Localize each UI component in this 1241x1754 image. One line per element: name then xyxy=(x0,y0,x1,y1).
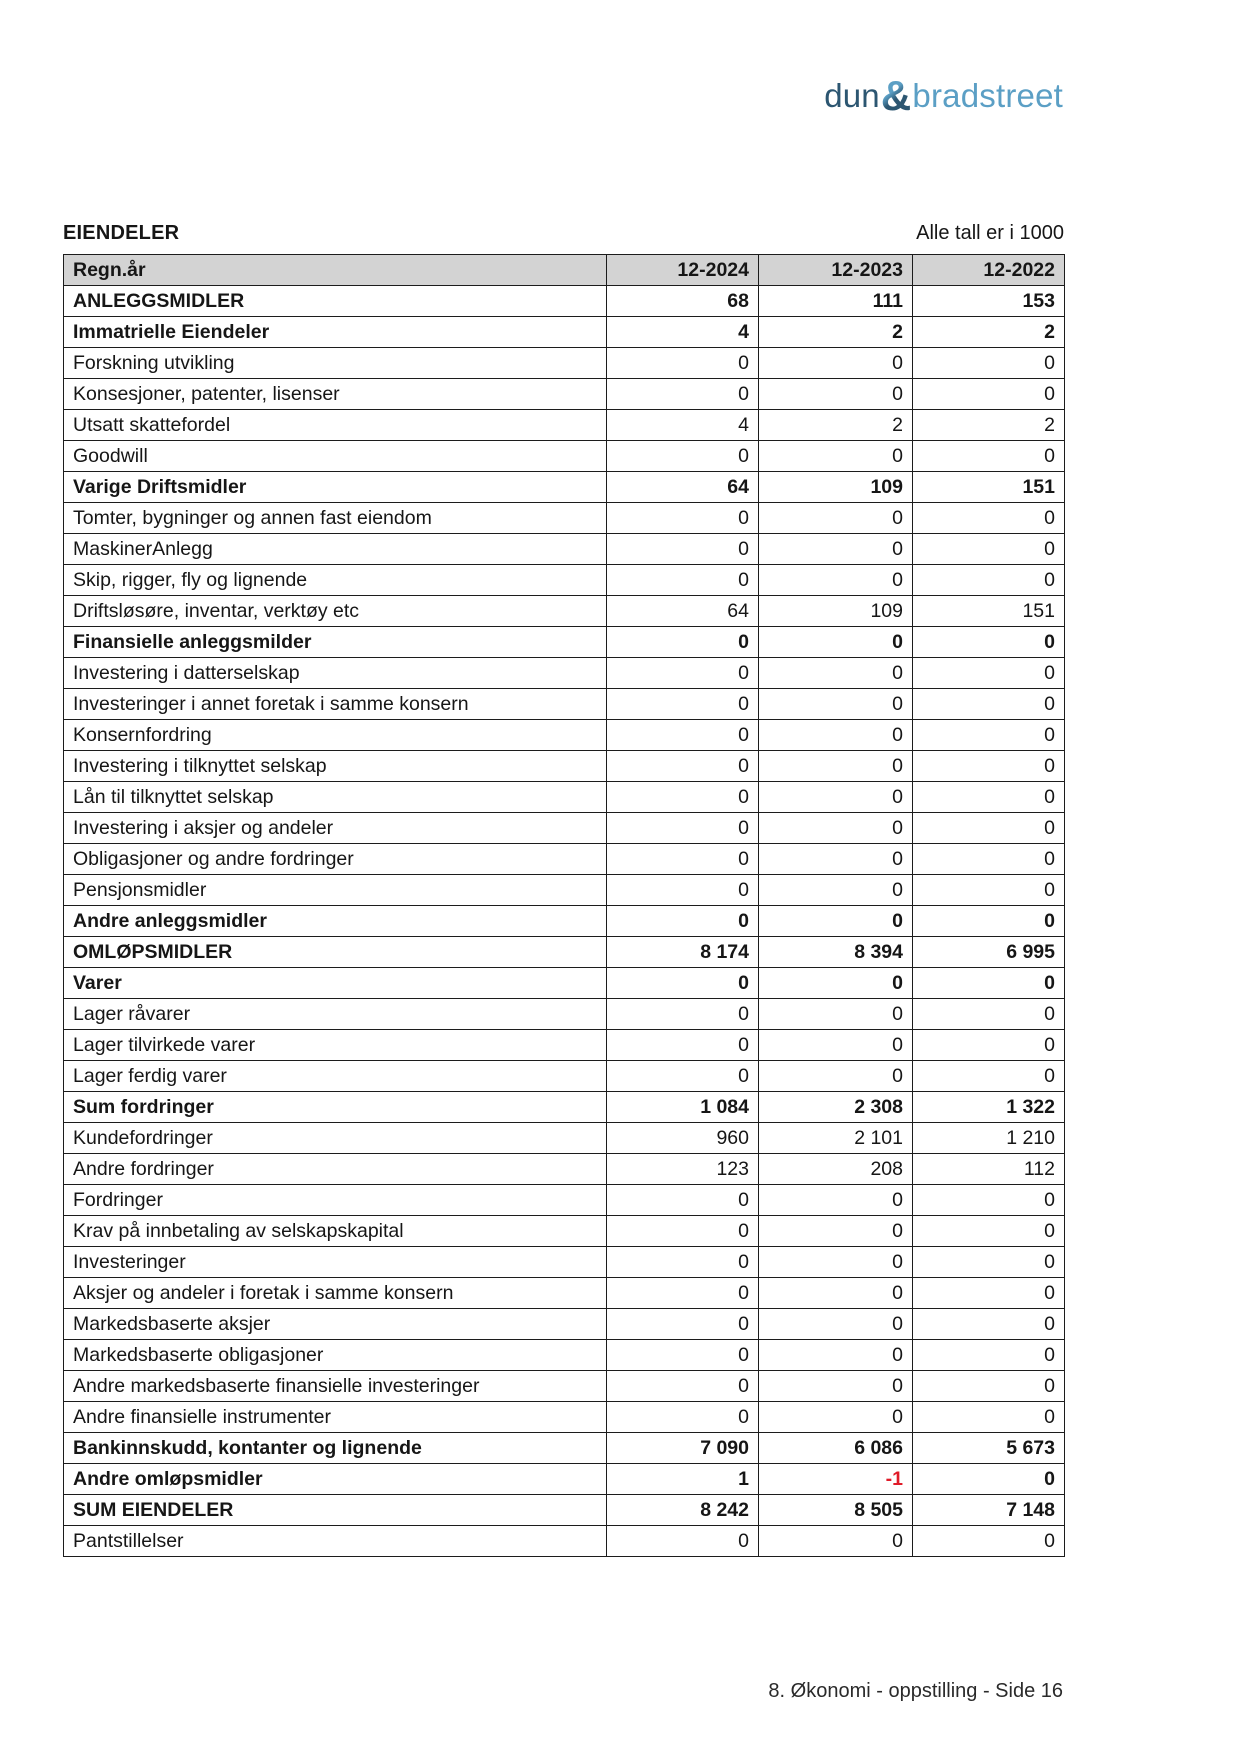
cell-value: 0 xyxy=(759,813,913,844)
cell-value: 0 xyxy=(607,1278,759,1309)
cell-value: 0 xyxy=(607,1402,759,1433)
cell-value: 0 xyxy=(607,1061,759,1092)
cell-value: 0 xyxy=(759,1340,913,1371)
row-label: Konsesjoner, patenter, lisenser xyxy=(64,379,607,410)
cell-value: 0 xyxy=(913,1216,1065,1247)
table-row xyxy=(64,844,1065,875)
cell-value: 0 xyxy=(607,503,759,534)
cell-value: 0 xyxy=(607,627,759,658)
row-label: Bankinnskudd, kontanter og lignende xyxy=(64,1433,607,1464)
table-row xyxy=(64,472,1065,503)
row-label: Lager tilvirkede varer xyxy=(64,1030,607,1061)
cell-value: 0 xyxy=(759,751,913,782)
cell-value: 0 xyxy=(607,348,759,379)
row-label: Aksjer og andeler i foretak i samme konsern xyxy=(64,1278,607,1309)
row-label: Markedsbaserte aksjer xyxy=(64,1309,607,1340)
cell-value: 0 xyxy=(759,379,913,410)
table-row xyxy=(64,379,1065,410)
row-label: Skip, rigger, fly og lignende xyxy=(64,565,607,596)
table-row xyxy=(64,1247,1065,1278)
unit-note: Alle tall er i 1000 xyxy=(916,222,1064,244)
table-row xyxy=(64,875,1065,906)
cell-value: 0 xyxy=(913,968,1065,999)
cell-value: 0 xyxy=(913,875,1065,906)
cell-value: 8 174 xyxy=(607,937,759,968)
cell-value: 64 xyxy=(607,472,759,503)
cell-value: 0 xyxy=(607,968,759,999)
row-label: Pantstillelser xyxy=(64,1526,607,1557)
cell-value: 0 xyxy=(913,689,1065,720)
table-row xyxy=(64,317,1065,348)
row-label: Goodwill xyxy=(64,441,607,472)
cell-value: 0 xyxy=(759,906,913,937)
cell-value: 0 xyxy=(607,534,759,565)
cell-value: 2 xyxy=(759,410,913,441)
row-label: Investeringer xyxy=(64,1247,607,1278)
table-row xyxy=(64,782,1065,813)
cell-value: 151 xyxy=(913,472,1065,503)
cell-value: 0 xyxy=(759,1061,913,1092)
table-row xyxy=(64,441,1065,472)
cell-value: 0 xyxy=(607,999,759,1030)
table-row xyxy=(64,534,1065,565)
cell-value: 0 xyxy=(913,348,1065,379)
cell-value: 7 148 xyxy=(913,1495,1065,1526)
cell-value: 0 xyxy=(913,1030,1065,1061)
row-label: Sum fordringer xyxy=(64,1092,607,1123)
cell-value: 0 xyxy=(913,844,1065,875)
table-row xyxy=(64,410,1065,441)
table-body xyxy=(64,286,1065,1557)
row-label: Tomter, bygninger og annen fast eiendom xyxy=(64,503,607,534)
cell-value: 2 xyxy=(759,317,913,348)
year-column-header: 12-2024 xyxy=(607,255,759,286)
cell-value: 0 xyxy=(759,968,913,999)
table-row xyxy=(64,565,1065,596)
cell-value: 0 xyxy=(607,1309,759,1340)
cell-value: 0 xyxy=(759,875,913,906)
cell-value: 0 xyxy=(913,813,1065,844)
table-row xyxy=(64,937,1065,968)
cell-value: 2 308 xyxy=(759,1092,913,1123)
table-row xyxy=(64,1123,1065,1154)
cell-value: 0 xyxy=(913,1185,1065,1216)
cell-value: 0 xyxy=(607,720,759,751)
cell-value: 0 xyxy=(759,1247,913,1278)
table-row xyxy=(64,720,1065,751)
section-header xyxy=(63,222,1064,245)
row-label: Pensjonsmidler xyxy=(64,875,607,906)
cell-value: 0 xyxy=(913,1371,1065,1402)
row-label: Investering i tilknyttet selskap xyxy=(64,751,607,782)
cell-value: 0 xyxy=(759,1371,913,1402)
cell-value: 0 xyxy=(913,1278,1065,1309)
cell-value: 0 xyxy=(607,875,759,906)
cell-value: 0 xyxy=(759,348,913,379)
table-row xyxy=(64,1371,1065,1402)
cell-value: 0 xyxy=(607,379,759,410)
cell-value: 112 xyxy=(913,1154,1065,1185)
table-row xyxy=(64,1154,1065,1185)
cell-value: 0 xyxy=(913,782,1065,813)
cell-value: 0 xyxy=(759,534,913,565)
cell-value: 0 xyxy=(759,1030,913,1061)
cell-value: 0 xyxy=(913,720,1065,751)
table-row xyxy=(64,1340,1065,1371)
row-label: Immatrielle Eiendeler xyxy=(64,317,607,348)
fiscal-year-header: Regn.år xyxy=(64,255,607,286)
row-label: Investering i aksjer og andeler xyxy=(64,813,607,844)
cell-value: 0 xyxy=(913,906,1065,937)
cell-value: 0 xyxy=(913,1309,1065,1340)
table-row xyxy=(64,596,1065,627)
table-row xyxy=(64,689,1065,720)
cell-value: 2 xyxy=(913,410,1065,441)
cell-value: 5 673 xyxy=(913,1433,1065,1464)
cell-value: 0 xyxy=(913,1061,1065,1092)
cell-value: 0 xyxy=(607,1216,759,1247)
cell-value: 0 xyxy=(759,782,913,813)
row-label: Fordringer xyxy=(64,1185,607,1216)
row-label: Andre fordringer xyxy=(64,1154,607,1185)
row-label: Investering i datterselskap xyxy=(64,658,607,689)
row-label: SUM EIENDELER xyxy=(64,1495,607,1526)
cell-value: 0 xyxy=(607,1340,759,1371)
table-row xyxy=(64,1185,1065,1216)
row-label: Investeringer i annet foretak i samme konsern xyxy=(64,689,607,720)
cell-value: -1 xyxy=(759,1464,913,1495)
cell-value: 64 xyxy=(607,596,759,627)
row-label: Lager ferdig varer xyxy=(64,1061,607,1092)
table-row xyxy=(64,1433,1065,1464)
cell-value: 8 394 xyxy=(759,937,913,968)
cell-value: 6 086 xyxy=(759,1433,913,1464)
cell-value: 0 xyxy=(759,627,913,658)
cell-value: 0 xyxy=(759,1402,913,1433)
cell-value: 0 xyxy=(913,503,1065,534)
cell-value: 0 xyxy=(913,379,1065,410)
cell-value: 0 xyxy=(759,565,913,596)
cell-value: 68 xyxy=(607,286,759,317)
cell-value: 0 xyxy=(759,1185,913,1216)
row-label: Driftsløsøre, inventar, verktøy etc xyxy=(64,596,607,627)
cell-value: 0 xyxy=(759,658,913,689)
row-label: Andre finansielle instrumenter xyxy=(64,1402,607,1433)
header-row xyxy=(64,255,1065,286)
table-head xyxy=(64,255,1065,286)
row-label: Forskning utvikling xyxy=(64,348,607,379)
cell-value: 7 090 xyxy=(607,1433,759,1464)
row-label: Varige Driftsmidler xyxy=(64,472,607,503)
cell-value: 8 505 xyxy=(759,1495,913,1526)
cell-value: 1 210 xyxy=(913,1123,1065,1154)
cell-value: 0 xyxy=(913,999,1065,1030)
balance-sheet-table xyxy=(63,254,1065,1557)
row-label: OMLØPSMIDLER xyxy=(64,937,607,968)
table-row xyxy=(64,813,1065,844)
cell-value: 960 xyxy=(607,1123,759,1154)
row-label: Andre anleggsmidler xyxy=(64,906,607,937)
cell-value: 0 xyxy=(913,751,1065,782)
row-label: Krav på innbetaling av selskapskapital xyxy=(64,1216,607,1247)
row-label: Konsernfordring xyxy=(64,720,607,751)
section-title: EIENDELER xyxy=(63,222,180,244)
dun-bradstreet-logo xyxy=(824,72,1063,119)
table-row xyxy=(64,1309,1065,1340)
cell-value: 0 xyxy=(607,1030,759,1061)
cell-value: 0 xyxy=(607,844,759,875)
year-column-header: 12-2023 xyxy=(759,255,913,286)
table-row xyxy=(64,1495,1065,1526)
cell-value: 0 xyxy=(607,813,759,844)
cell-value: 4 xyxy=(607,317,759,348)
table-row xyxy=(64,1030,1065,1061)
cell-value: 0 xyxy=(607,1185,759,1216)
row-label: Utsatt skattefordel xyxy=(64,410,607,441)
table-row xyxy=(64,1402,1065,1433)
row-label: Obligasjoner og andre fordringer xyxy=(64,844,607,875)
row-label: Lån til tilknyttet selskap xyxy=(64,782,607,813)
cell-value: 2 xyxy=(913,317,1065,348)
page-footer: 8. Økonomi - oppstilling - Side 16 xyxy=(768,1680,1063,1702)
table-row xyxy=(64,999,1065,1030)
table-row xyxy=(64,906,1065,937)
cell-value: 0 xyxy=(913,1402,1065,1433)
cell-value: 0 xyxy=(759,1278,913,1309)
table-row xyxy=(64,1092,1065,1123)
row-label: Andre omløpsmidler xyxy=(64,1464,607,1495)
table-row xyxy=(64,627,1065,658)
cell-value: 6 995 xyxy=(913,937,1065,968)
cell-value: 109 xyxy=(759,596,913,627)
cell-value: 109 xyxy=(759,472,913,503)
row-label: Kundefordringer xyxy=(64,1123,607,1154)
table-row xyxy=(64,1216,1065,1247)
cell-value: 0 xyxy=(759,689,913,720)
table-row xyxy=(64,1464,1065,1495)
cell-value: 0 xyxy=(607,1371,759,1402)
table-row xyxy=(64,348,1065,379)
cell-value: 0 xyxy=(759,441,913,472)
table-row xyxy=(64,503,1065,534)
cell-value: 0 xyxy=(913,658,1065,689)
cell-value: 2 101 xyxy=(759,1123,913,1154)
table-row xyxy=(64,751,1065,782)
cell-value: 8 242 xyxy=(607,1495,759,1526)
table-row xyxy=(64,1526,1065,1557)
cell-value: 0 xyxy=(913,534,1065,565)
cell-value: 0 xyxy=(607,565,759,596)
cell-value: 1 084 xyxy=(607,1092,759,1123)
cell-value: 0 xyxy=(607,782,759,813)
cell-value: 153 xyxy=(913,286,1065,317)
cell-value: 0 xyxy=(607,751,759,782)
cell-value: 123 xyxy=(607,1154,759,1185)
cell-value: 0 xyxy=(759,503,913,534)
cell-value: 0 xyxy=(759,844,913,875)
cell-value: 0 xyxy=(759,1309,913,1340)
row-label: Markedsbaserte obligasjoner xyxy=(64,1340,607,1371)
cell-value: 0 xyxy=(913,1464,1065,1495)
table-row xyxy=(64,286,1065,317)
cell-value: 0 xyxy=(607,658,759,689)
cell-value: 111 xyxy=(759,286,913,317)
cell-value: 0 xyxy=(913,1247,1065,1278)
logo-ampersand-icon: & xyxy=(880,72,912,119)
cell-value: 0 xyxy=(607,1247,759,1278)
cell-value: 0 xyxy=(759,720,913,751)
cell-value: 0 xyxy=(607,1526,759,1557)
row-label: Andre markedsbaserte finansielle investeringer xyxy=(64,1371,607,1402)
row-label: MaskinerAnlegg xyxy=(64,534,607,565)
table-row xyxy=(64,1061,1065,1092)
row-label: ANLEGGSMIDLER xyxy=(64,286,607,317)
cell-value: 0 xyxy=(913,1526,1065,1557)
cell-value: 0 xyxy=(759,1526,913,1557)
cell-value: 0 xyxy=(759,1216,913,1247)
cell-value: 1 xyxy=(607,1464,759,1495)
logo-text-bradstreet: bradstreet xyxy=(912,77,1063,114)
cell-value: 0 xyxy=(607,441,759,472)
year-column-header: 12-2022 xyxy=(913,255,1065,286)
cell-value: 0 xyxy=(913,1340,1065,1371)
cell-value: 4 xyxy=(607,410,759,441)
cell-value: 0 xyxy=(913,627,1065,658)
cell-value: 0 xyxy=(607,906,759,937)
table-row xyxy=(64,968,1065,999)
table-row xyxy=(64,658,1065,689)
cell-value: 0 xyxy=(607,689,759,720)
row-label: Lager råvarer xyxy=(64,999,607,1030)
cell-value: 0 xyxy=(913,565,1065,596)
cell-value: 1 322 xyxy=(913,1092,1065,1123)
row-label: Varer xyxy=(64,968,607,999)
cell-value: 0 xyxy=(759,999,913,1030)
row-label: Finansielle anleggsmilder xyxy=(64,627,607,658)
logo-text-dun: dun xyxy=(824,77,880,114)
table-row xyxy=(64,1278,1065,1309)
cell-value: 208 xyxy=(759,1154,913,1185)
cell-value: 151 xyxy=(913,596,1065,627)
cell-value: 0 xyxy=(913,441,1065,472)
